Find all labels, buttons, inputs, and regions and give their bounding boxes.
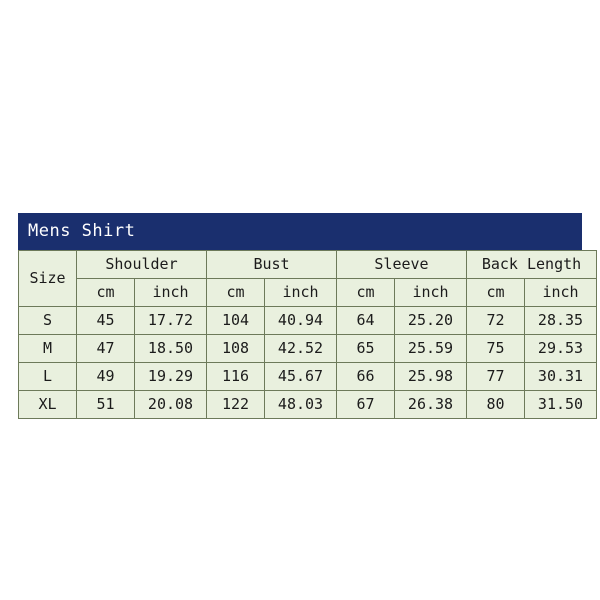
- cell-bust-cm: 104: [207, 307, 265, 335]
- unit-header-bust-cm: cm: [207, 279, 265, 307]
- cell-back-length-cm: 77: [467, 363, 525, 391]
- cell-shoulder-cm: 47: [77, 335, 135, 363]
- cell-bust-inch: 42.52: [265, 335, 337, 363]
- column-header-back-length: Back Length: [467, 251, 597, 279]
- cell-sleeve-cm: 64: [337, 307, 395, 335]
- table-group-header-row: [19, 251, 597, 279]
- cell-bust-inch: 48.03: [265, 391, 337, 419]
- column-header-size: Size: [19, 251, 77, 307]
- cell-bust-inch: 45.67: [265, 363, 337, 391]
- column-header-sleeve: Sleeve: [337, 251, 467, 279]
- cell-bust-cm: 116: [207, 363, 265, 391]
- cell-size: XL: [19, 391, 77, 419]
- unit-header-back-length-cm: cm: [467, 279, 525, 307]
- cell-back-length-inch: 31.50: [525, 391, 597, 419]
- table-row: [19, 363, 597, 391]
- table-row: [19, 307, 597, 335]
- cell-shoulder-cm: 51: [77, 391, 135, 419]
- cell-back-length-inch: 30.31: [525, 363, 597, 391]
- cell-size: M: [19, 335, 77, 363]
- unit-header-bust-inch: inch: [265, 279, 337, 307]
- unit-header-back-length-inch: inch: [525, 279, 597, 307]
- cell-shoulder-cm: 49: [77, 363, 135, 391]
- cell-size: L: [19, 363, 77, 391]
- size-chart: [18, 213, 582, 419]
- cell-back-length-inch: 28.35: [525, 307, 597, 335]
- cell-sleeve-inch: 26.38: [395, 391, 467, 419]
- cell-shoulder-inch: 19.29: [135, 363, 207, 391]
- cell-back-length-cm: 80: [467, 391, 525, 419]
- unit-header-sleeve-inch: inch: [395, 279, 467, 307]
- cell-size: S: [19, 307, 77, 335]
- table-row: [19, 391, 597, 419]
- cell-bust-inch: 40.94: [265, 307, 337, 335]
- cell-shoulder-inch: 17.72: [135, 307, 207, 335]
- size-chart-title: Mens Shirt: [18, 213, 582, 250]
- cell-sleeve-inch: 25.98: [395, 363, 467, 391]
- cell-sleeve-inch: 25.20: [395, 307, 467, 335]
- cell-shoulder-inch: 18.50: [135, 335, 207, 363]
- column-header-bust: Bust: [207, 251, 337, 279]
- cell-shoulder-inch: 20.08: [135, 391, 207, 419]
- cell-sleeve-inch: 25.59: [395, 335, 467, 363]
- cell-sleeve-cm: 66: [337, 363, 395, 391]
- table-row: [19, 335, 597, 363]
- unit-header-sleeve-cm: cm: [337, 279, 395, 307]
- column-header-shoulder: Shoulder: [77, 251, 207, 279]
- cell-back-length-inch: 29.53: [525, 335, 597, 363]
- cell-bust-cm: 108: [207, 335, 265, 363]
- unit-header-shoulder-cm: cm: [77, 279, 135, 307]
- cell-sleeve-cm: 65: [337, 335, 395, 363]
- table-unit-header-row: [19, 279, 597, 307]
- cell-sleeve-cm: 67: [337, 391, 395, 419]
- cell-bust-cm: 122: [207, 391, 265, 419]
- unit-header-shoulder-inch: inch: [135, 279, 207, 307]
- cell-back-length-cm: 75: [467, 335, 525, 363]
- size-chart-table: [18, 250, 597, 419]
- cell-back-length-cm: 72: [467, 307, 525, 335]
- cell-shoulder-cm: 45: [77, 307, 135, 335]
